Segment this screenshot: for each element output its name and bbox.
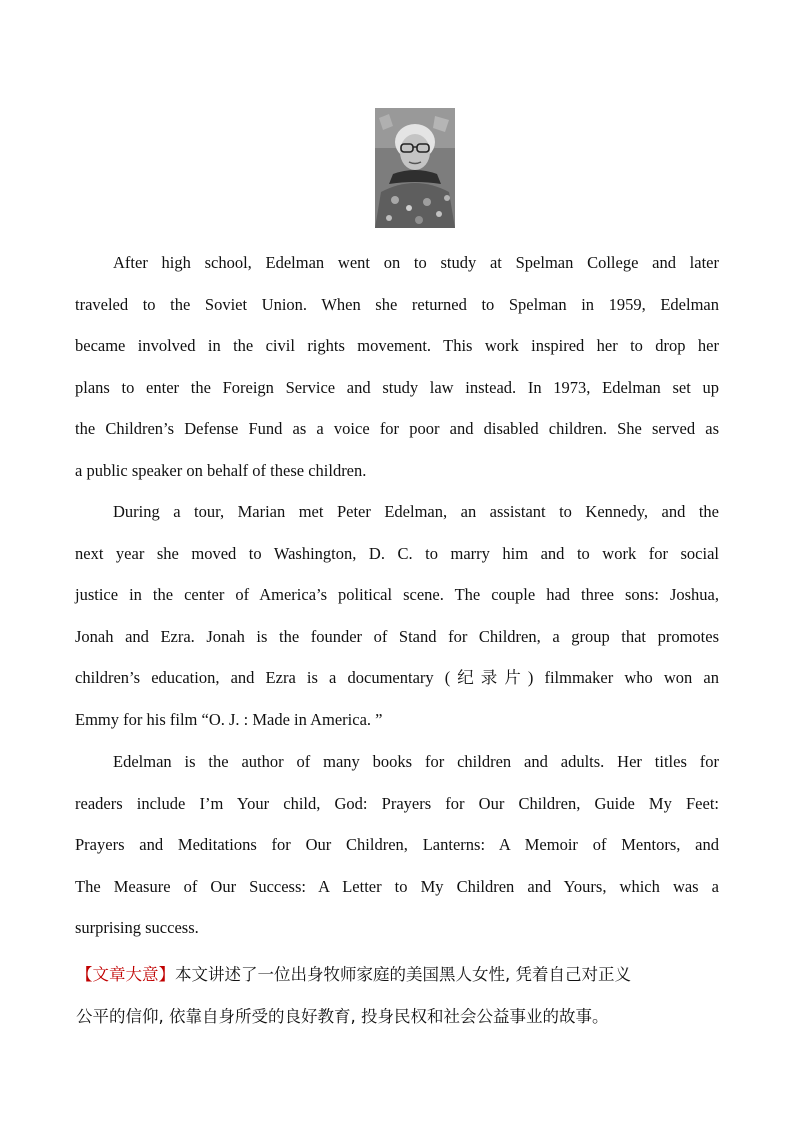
portrait-photo: [375, 108, 455, 228]
text-line: Emmy for his film “O. J. : Made in America. ”: [75, 709, 383, 729]
text-line: Jonah and Ezra. Jonah is the founder of Stand for Children, a group that promotes: [75, 626, 719, 646]
summary-text-1: 本文讲述了一位出身牧师家庭的美国黑人女性, 凭着自己对正义: [175, 965, 631, 984]
portrait-icon: [375, 108, 455, 228]
text-line: readers include I’m Your child, God: Prayers for Our Children, Guide My Feet:: [75, 793, 719, 813]
text-line: Prayers and Meditations for Our Children, Lanterns: A Memoir of Mentors, and: [75, 835, 719, 855]
paragraph-3: [75, 741, 719, 949]
text-line: the Children’s Defense Fund as a voice for poor and disabled children. She served as: [75, 419, 719, 439]
summary-label: 【文章大意】: [76, 965, 175, 984]
text-line: justice in the center of America’s political scene. The couple had three sons: Joshua,: [75, 585, 719, 605]
summary-line-2: 公平的信仰, 依靠自身所受的良好教育, 投身民权和社会公益事业的故事。: [76, 1006, 609, 1026]
text-line: a public speaker on behalf of these children.: [75, 460, 367, 480]
text-line: Edelman is the author of many books for children and adults. Her titles for: [113, 752, 719, 771]
text-line: became involved in the civil rights movement. This work inspired her to drop her: [75, 336, 719, 356]
text-line: The Measure of Our Success: A Letter to My Children and Yours, which was a: [75, 876, 719, 896]
text-line: plans to enter the Foreign Service and study law instead. In 1973, Edelman set up: [75, 377, 719, 397]
text-line: surprising success.: [75, 918, 199, 938]
text-line: During a tour, Marian met Peter Edelman, an assistant to Kennedy, and the: [113, 502, 719, 521]
text-line: After high school, Edelman went on to study at Spelman College and later: [113, 253, 719, 272]
text-line: children’s education, and Ezra is a documentary (纪录片) filmmaker who won an: [75, 668, 719, 688]
text-line: traveled to the Soviet Union. When she returned to Spelman in 1959, Edelman: [75, 294, 719, 314]
text-line: next year she moved to Washington, D. C. to marry him and to work for social: [75, 543, 719, 563]
paragraph-1: [75, 242, 719, 492]
article-summary: [76, 954, 726, 1037]
paragraph-2: [75, 491, 719, 741]
summary-line-1: [76, 954, 726, 996]
